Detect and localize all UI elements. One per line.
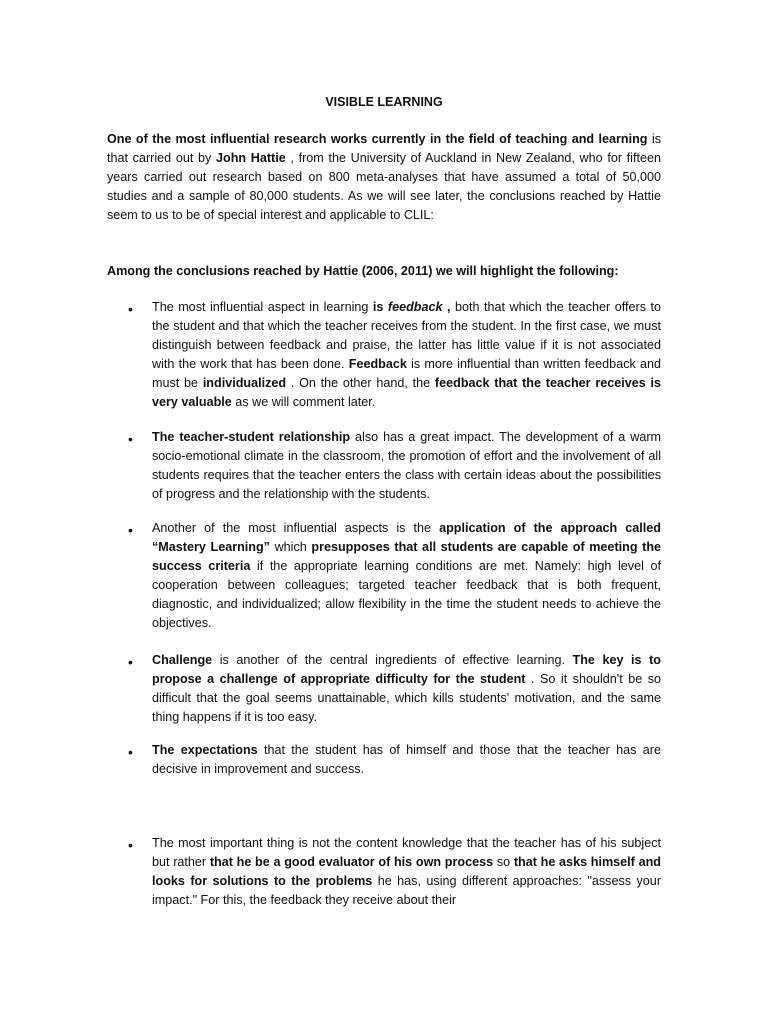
conclusions-heading: Among the conclusions reached by Hattie (2006, 2011) we will highlight the following: — [107, 264, 619, 278]
b4-text-1: is another of the central ingredients of effective learning. — [212, 653, 573, 667]
b4-key: The key is to propose a challenge of appropriate difficulty for the student — [152, 653, 661, 686]
b4-text-2: . So it shouldn't be so difficult that the goal seems unattainable, which kills students' motivation, and the same thing happens if it is too easy. — [152, 672, 661, 724]
intro-paragraph — [107, 130, 661, 225]
b1-individualized: individualized — [202, 376, 287, 390]
b6-asks: that he asks himself and looks for solutions to the problems — [152, 855, 661, 888]
b4-challenge: Challenge — [152, 653, 213, 667]
b3-text-1: Another of the most influential aspects is the — [152, 521, 440, 535]
bullet-mastery-learning — [152, 519, 661, 633]
b3-text-3: if the appropriate learning conditions are met. Namely: high level of cooperation between colleagues; targeted teacher feedback that is both frequent, diagnostic, and individualized; allow flexibility in the time the student needs to achieve the objectives. — [152, 559, 661, 630]
b1-is: is — [372, 300, 388, 314]
b1-text-2: both that which the teacher offers to the student and that which the teacher receives from the student. In the first case, we must distinguish between feedback and praise, the latter has little value if it is not associated with the work that has been done. — [152, 300, 661, 371]
b1-text-3: is more influential than written feedback and must be — [152, 357, 661, 390]
b6-text-2: so — [493, 855, 514, 869]
bullet-evaluator — [152, 834, 661, 910]
b1-comma: , — [442, 300, 451, 314]
b6-evaluator: that he be a good evaluator of his own process — [209, 855, 494, 869]
author-name: John Hattie — [216, 151, 286, 165]
b3-text-2: which — [269, 540, 312, 554]
b1-text-5: as we will comment later. — [231, 395, 376, 409]
b1-valuable: feedback that the teacher receives is very valuable — [152, 376, 662, 409]
b2-relationship: The teacher-student relationship — [152, 430, 351, 444]
intro-lead: One of the most influential research works currently in the field of teaching and learning — [107, 132, 648, 146]
b6-text-1: The most important thing is not the content knowledge that the teacher has of his subject but rather — [152, 836, 661, 869]
b6-text-3: he has, using different approaches: "assess your impact." For this, the feedback they receive about their — [152, 874, 662, 907]
bullet-marker: • — [128, 522, 133, 538]
bullet-marker: • — [128, 654, 133, 670]
b1-text-4: . On the other hand, the — [286, 376, 435, 390]
document-title: VISIBLE LEARNING — [325, 95, 443, 109]
b5-text-1: that the student has of himself and those that the teacher has are decisive in improvement and success. — [152, 743, 661, 776]
intro-text-1: is that carried out by — [107, 132, 661, 165]
bullet-marker: • — [128, 744, 133, 760]
bullet-marker: • — [128, 301, 133, 317]
bullet-relationship — [152, 428, 661, 504]
intro-text-2: , from the University of Auckland in New Zealand, who for fifteen years carried out research based on 800 meta-analyses that have assumed a total of 50,000 studies and a sample of 80,000 students. As we will see later, the conclusions reached by Hattie seem to us to be of special interest and applicable to CLIL: — [107, 151, 661, 222]
bullet-feedback — [152, 298, 661, 412]
b2-text-1: also has a great impact. The development of a warm socio-emotional climate in the classroom, the promotion of effort and the involvement of all students requires that the teacher enters the class with certain ideas about the possibilities of progress and the relationship with the students. — [152, 430, 662, 501]
bullet-marker: • — [128, 431, 133, 447]
b3-presupposes: presupposes that all students are capable of meeting the success criteria — [152, 540, 662, 573]
bullet-expectations — [152, 741, 661, 779]
b1-feedback-term: feedback — [387, 300, 443, 314]
bullet-marker: • — [128, 837, 133, 853]
b5-expectations: The expectations — [152, 743, 258, 757]
b3-approach: application of the approach called “Mastery Learning” — [152, 521, 661, 554]
b1-text-1: The most influential aspect in learning — [152, 300, 373, 314]
bullet-challenge — [152, 651, 661, 727]
b1-feedback: Feedback — [348, 357, 407, 371]
